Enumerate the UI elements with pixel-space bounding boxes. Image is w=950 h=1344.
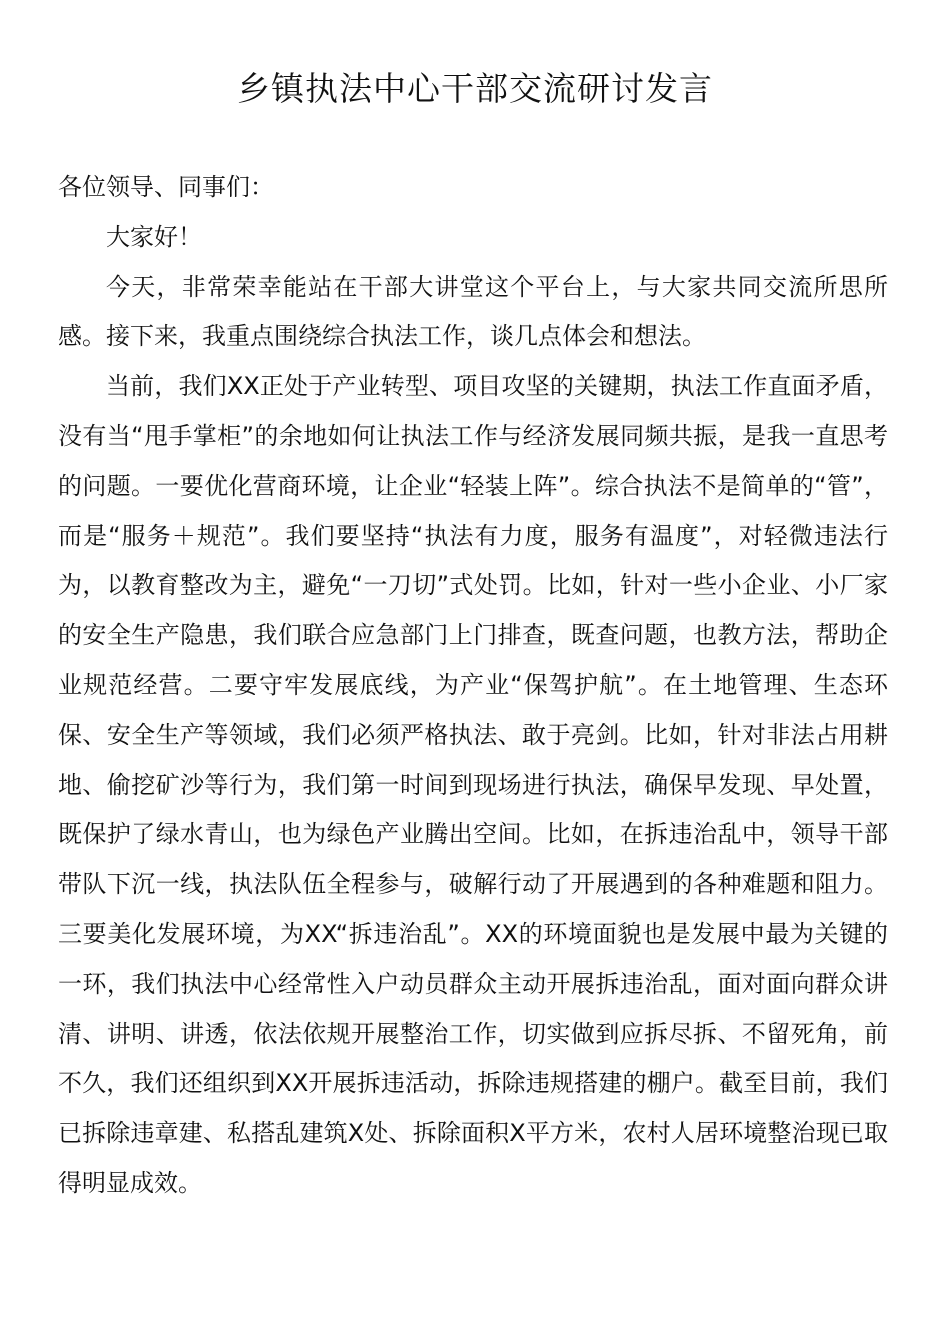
paragraph-main: 当前，我们XX正处于产业转型、项目攻坚的关键期，执法工作直面矛盾，没有当“甩手掌柜”的余地如何让执法工作与经济发展同频共振，是我一直思考的问题。一要优化营商环境，让企业“轻装上阵”。综合执法不是简单的“管”，而是“服务＋规范”。我们要坚持“执法有力度，服务有温度”，对轻微违法行为，以教育整改为主，避免“一刀切”式处罚。比如，针对一些小企业、小厂家的安全生产隐患，我们联合应急部门上门排查，既查问题，也教方法，帮助企业规范经营。二要守牢发展底线，为产业“保驾护航”。在土地管理、生态环保、安全生产等领域，我们必须严格执法、敢于亮剑。比如，针对非法占用耕地、偷挖矿沙等行为，我们第一时间到现场进行执法，确保早发现、早处置，既保护了绿水青山，也为绿色产业腾出空间。比如，在拆违治乱中，领导干部带队下沉一线，执法队伍全程参与，破解行动了开展遇到的各种难题和阻力。三要美化发展环境，为XX“拆违治乱”。XX的环境面貌也是发展中最为关键的一环，我们执法中心经常性入户动员群众主动开展拆违治乱，面对面向群众讲清、讲明、讲透，依法依规开展整治工作，切实做到应拆尽拆、不留死角，前不久，我们还组织到XX开展拆违活动，拆除违规搭建的棚户。截至目前，我们已拆除违章建、私搭乱建筑X处、拆除面积X平方米，农村人居环境整治现已取得明显成效。 xyxy=(58,372,888,1197)
paragraph-intro: 今天，非常荣幸能站在干部大讲堂这个平台上，与大家共同交流所思所感。接下来，我重点围绕综合执法工作，谈几点体会和想法。 xyxy=(58,272,888,351)
document-body xyxy=(58,163,888,1209)
greeting: 大家好！ xyxy=(106,222,202,251)
document-title: 乡镇执法中心干部交流研讨发言 xyxy=(237,69,713,108)
salutation: 各位领导、同事们： xyxy=(58,173,274,201)
